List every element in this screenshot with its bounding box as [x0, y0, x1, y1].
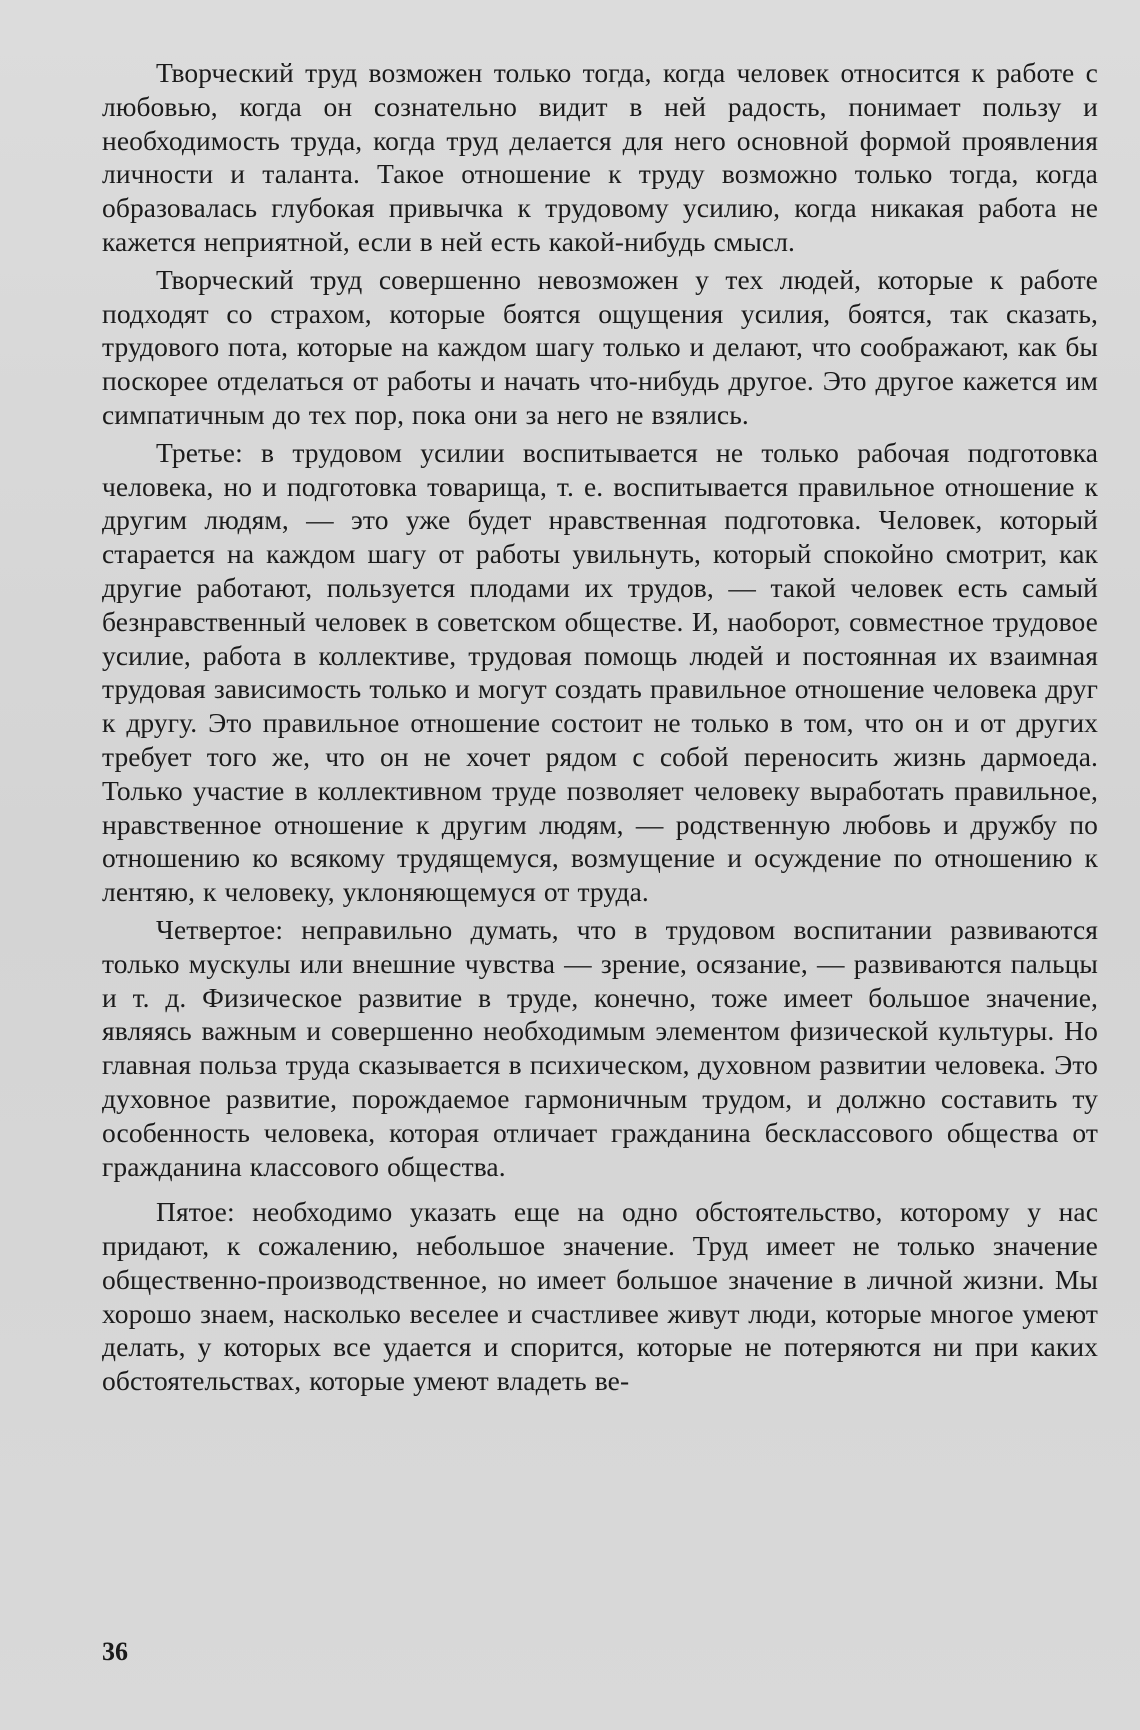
paragraph-1: Творческий труд возможен только тогда, когда человек относится к работе с любовью, когда он сознательно видит в ней радость, понимает пользу и необходимость труда, когда труд делается для него основной формой проявления личности и таланта. Такое отношение к труду возможно только тогда, когда образовалась глубокая привычка к трудовому усилию, когда никакая работа не кажется неприятной, если в ней есть какой-нибудь смысл.: [102, 57, 1098, 257]
paragraph-2: Творческий труд совершенно невозможен у тех людей, которые к работе подходят со страхом, которые боятся ощущения усилия, боятся, так сказать, трудового пота, которые на каждом шагу только и делают, что соображают, как бы поскорее отделаться от работы и начать что-нибудь другое. Это другое кажется им симпатичным до тех пор, пока они за него не взялись.: [102, 263, 1098, 430]
page-number: 36: [102, 1637, 128, 1666]
paragraph-5: Пятое: необходимо указать еще на одно обстоятельство, которому у нас придают, к сожалению, небольшое значение. Труд имеет не только значение общественно-производственное, но имеет большое значение в личной жизни. Мы хорошо знаем, насколько веселее и счастливее живут люди, которые многое умеют делать, у которых все удается и спорится, которые не потеряются ни при каких обстоятельствах, которые умеют владеть ве-: [102, 1196, 1098, 1397]
body-text: [102, 56, 1098, 1402]
paragraph-4: Четвертое: неправильно думать, что в трудовом воспитании развиваются только мускулы или внешние чувства — зрение, осязание, — развиваются пальцы и т. д. Физическое развитие в труде, конечно, тоже имеет большое значение, являясь важным и совершенно необходимым элементом физической культуры. Но главная польза труда сказывается в психическом, духовном развитии человека. Это духовное развитие, порождаемое гармоничным трудом, и должно составить ту особенность человека, которая отличает гражданина бесклассового общества от гражданина классового общества.: [102, 913, 1098, 1182]
paragraph-3: Третье: в трудовом усилии воспитывается не только рабочая подготовка человека, но и подготовка товарища, т. е. воспитывается правильное отношение к другим людям, — это уже будет нравственная подготовка. Человек, который старается на каждом шагу от работы увильнуть, который спокойно смотрит, как другие работают, пользуется плодами их трудов, — такой человек есть самый безнравственный человек в советском обществе. И, наоборот, совместное трудовое усилие, работа в коллективе, трудовая помощь людей и постоянная их взаимная трудовая зависимость только и могут создать правильное отношение человека друг к другу. Это правильное отношение состоит не только в том, что он и от других требует того же, что он не хочет рядом с собой переносить жизнь дармоеда. Только участие в коллективном труде позволяет человеку выработать правильное, нравственное отношение к другим людям, — родственную любовь и дружбу по отношению ко всякому трудящемуся, возмущение и осуждение по отношению к лентяю, к человеку, уклоняющемуся от труда.: [102, 436, 1098, 908]
